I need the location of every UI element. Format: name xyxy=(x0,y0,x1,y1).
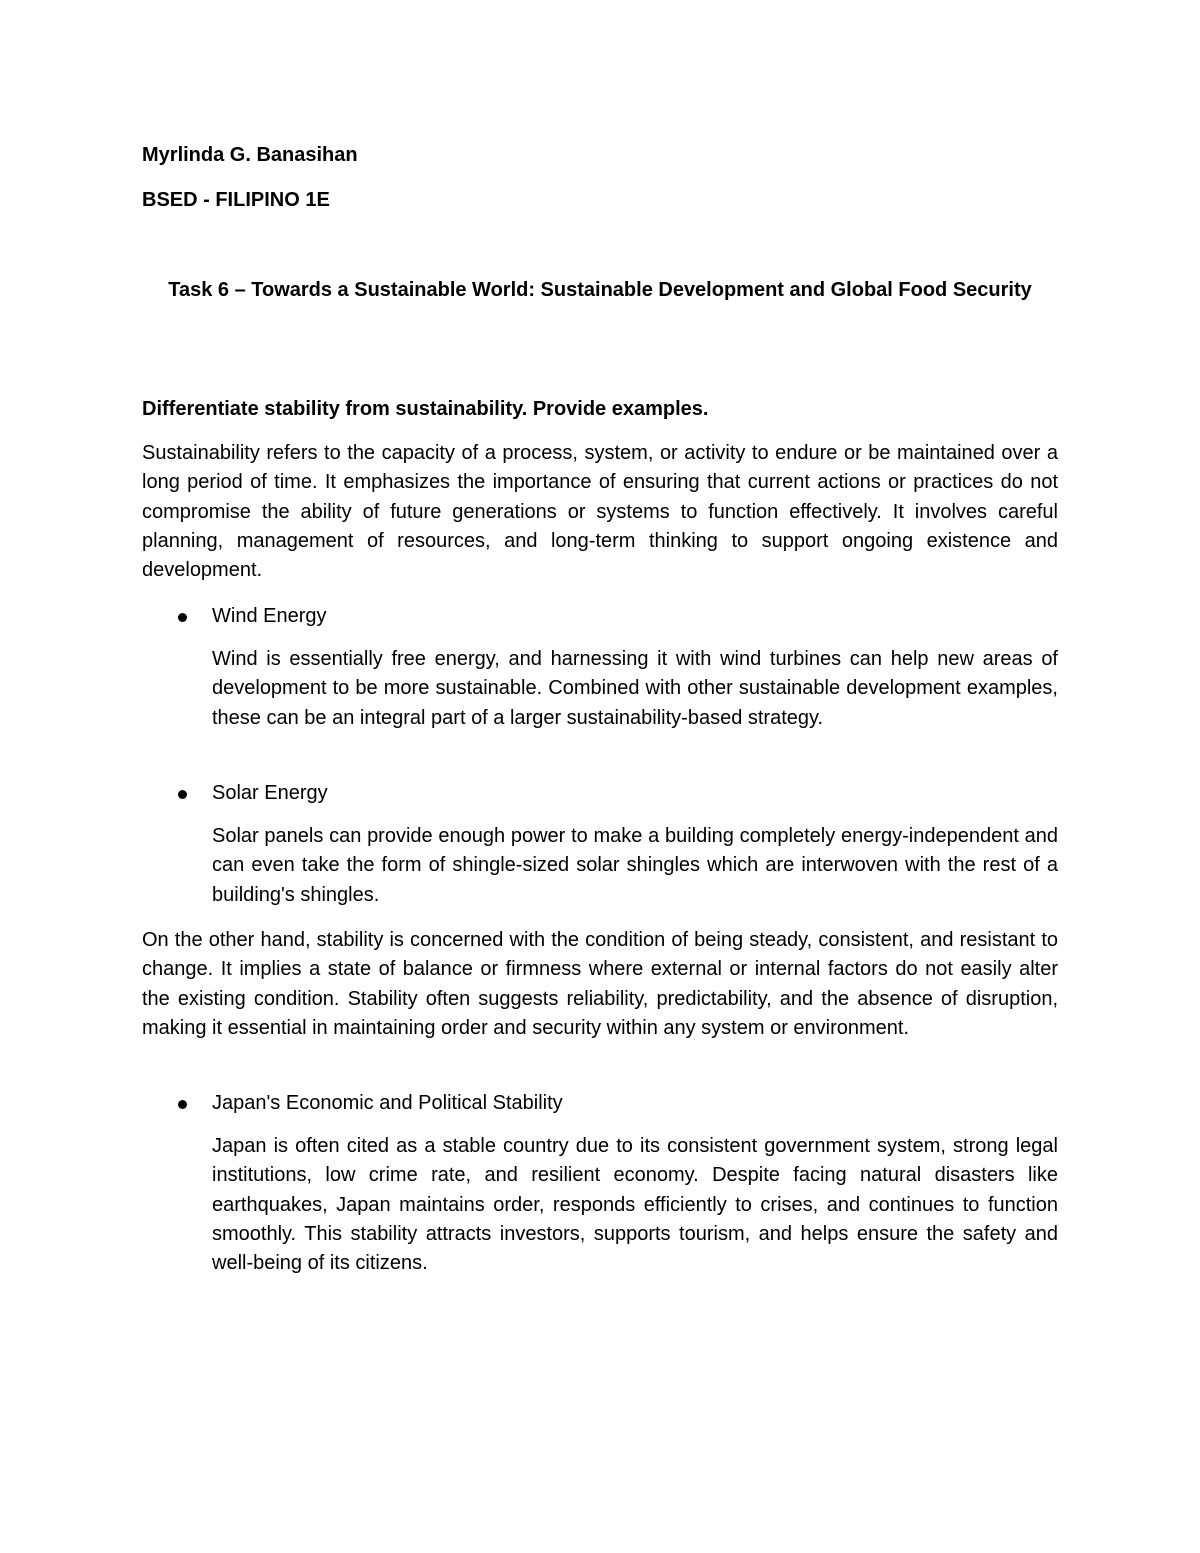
bullet-title: Wind Energy xyxy=(212,605,327,627)
japan-stability-description: Japan is often cited as a stable country due to its consistent government system, strong legal institutions, low crime rate, and resilient economy. Despite facing natural disasters like earthquakes, Japan maintains order, responds efficiently to crises, and continues to function smoothly. This stability attracts investors, supports tourism, and helps ensure the safety and well-being of its citizens. xyxy=(212,1135,1058,1275)
stability-paragraph: On the other hand, stability is concerned with the condition of being steady, consistent, and resistant to change. It implies a state of balance or firmness where external or internal factors do not easily alter the existing condition. Stability often suggests reliability, predictability, and the absence of disruption, making it essential in maintaining order and security within any system or environment. xyxy=(142,929,1058,1039)
bullet-title: Solar Energy xyxy=(212,782,328,804)
bullet-title: Japan's Economic and Political Stability xyxy=(212,1092,563,1114)
question-heading: Differentiate stability from sustainability. Provide examples. xyxy=(142,398,709,420)
bullet-item-solar-energy xyxy=(212,778,328,808)
wind-energy-description: Wind is essentially free energy, and harnessing it with wind turbines can help new areas of development to be more sustainable. Combined with other sustainable development examples, these can be an integral part of a larger sustainability-based strategy. xyxy=(212,648,1058,729)
bullet-icon xyxy=(178,613,187,622)
course-section: BSED - FILIPINO 1E xyxy=(142,189,330,211)
task-title: Task 6 – Towards a Sustainable World: Sustainable Development and Global Food Security xyxy=(168,279,1032,301)
author-name: Myrlinda G. Banasihan xyxy=(142,144,358,166)
sustainability-paragraph: Sustainability refers to the capacity of a process, system, or activity to endure or be maintained over a long period of time. It emphasizes the importance of ensuring that current actions or practices do not compromise the ability of future generations or systems to function effectively. It involves careful planning, management of resources, and long-term thinking to support ongoing existence and development. xyxy=(142,442,1058,582)
bullet-item-japan-stability xyxy=(212,1088,563,1118)
solar-energy-description: Solar panels can provide enough power to make a building completely energy-independent and can even take the form of shingle-sized solar shingles which are interwoven with the rest of a building's shingles. xyxy=(212,825,1058,906)
bullet-icon xyxy=(178,790,187,799)
bullet-icon xyxy=(178,1100,187,1109)
bullet-item-wind-energy xyxy=(212,601,327,631)
